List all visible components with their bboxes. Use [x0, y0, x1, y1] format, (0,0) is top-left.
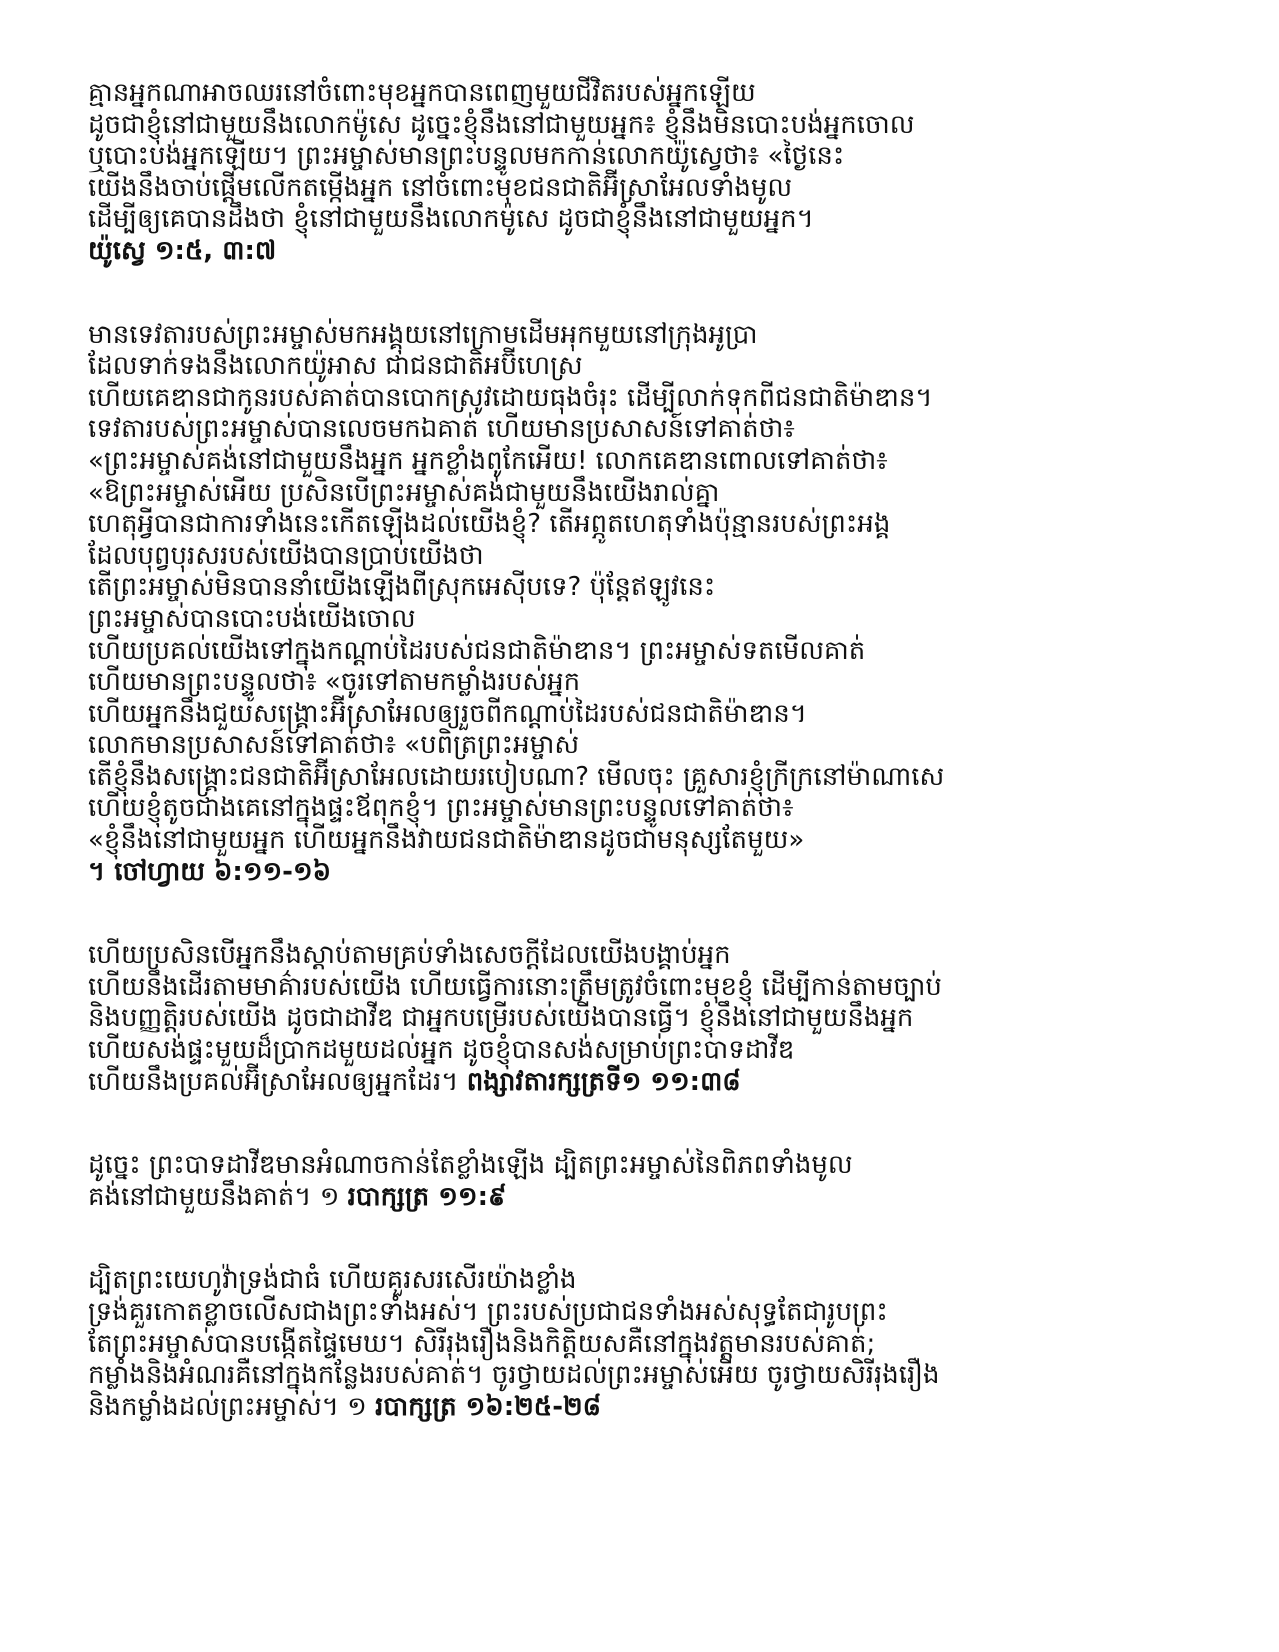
document-page [88, 78, 1208, 1475]
scripture-reference: យ៉ូស្វេ ១:៥, ៣:៧ [88, 235, 277, 266]
passage-line: ហើយសង់ផ្ទះមួយដ៏ប្រាកដមួយដល់អ្នក ដូចខ្ញុំបានសង់សម្រាប់ព្រះបាទដាវីឌ [88, 1035, 795, 1066]
passage-line: ហេតុអ្វីបានជាការទាំងនេះកើតឡើងដល់យើងខ្ញុំ? តើអព្ភូតហេតុទាំងប៉ុន្មានរបស់ព្រះអង្គ [88, 509, 891, 540]
passage-line: ទ្រង់គួរកោតខ្លាចលើសជាងព្រះទាំងអស់។ ព្រះរបស់ប្រជាជនទាំងអស់សុទ្ធតែជារូបព្រះ [88, 1297, 888, 1327]
passage-line-text: ហើយនឹងប្រគល់អ៊ីស្រាអែលឲ្យអ្នកដែរ។ [88, 1066, 467, 1097]
passage-line: ហើយគេឌានជាកូនរបស់គាត់បានបោកស្រូវដោយធុងចំរុះ ដើម្បីលាក់ទុកពីជនជាតិម៉ាឌាន។ [88, 382, 933, 413]
passage-line: ឬបោះបង់អ្នកឡើយ។ ព្រះអម្ចាស់មានព្រះបន្ទូលមកកាន់លោកយ៉ូស្វេថា៖ «ថ្ងៃនេះ [88, 141, 845, 172]
passage-line: ព្រះអម្ចាស់បានបោះបង់យើងចោល [88, 603, 416, 634]
passage-line: ហើយប្រសិនបើអ្នកនឹងស្ដាប់តាមគ្រប់ទាំងសេចក្ដីដែលយើងបង្គាប់អ្នក [88, 940, 731, 971]
passage-line: តើខ្ញុំនឹងសង្គ្រោះជនជាតិអ៊ីស្រាអែលដោយរបៀបណា? មើលចុះ គ្រួសារខ្ញុំក្រីក្រនៅម៉ាណាសេ [88, 761, 945, 792]
passage-last-line [88, 1182, 1208, 1214]
passage-line: «ព្រះអម្ចាស់គង់នៅជាមួយនឹងអ្នក អ្នកខ្លាំងពូកែអើយ! លោកគេឌានពោលទៅគាត់ថា៖ [88, 445, 888, 476]
passage-2 [88, 320, 1208, 889]
scripture-reference: របាក្សត្រ ១៦:២៥-២៨ [375, 1391, 602, 1422]
passage-3 [88, 940, 1208, 1098]
passage-line: «ឱព្រះអម្ចាស់អើយ ប្រសិនបើព្រះអម្ចាស់គង់ជាមួយនឹងយើងរាល់គ្នា [88, 477, 720, 508]
passage-line: មានទេវតារបស់ព្រះអម្ចាស់មកអង្គុយនៅក្រោមដើមអុកមួយនៅក្រុងអូប្រា [88, 319, 758, 350]
passage-line: ដែលទាក់ទងនឹងលោកយ៉ូអាស ជាជនជាតិអប៊ីហេស្រ [88, 351, 583, 382]
passage-line: តែព្រះអម្ចាស់បានបង្កើតផ្ទៃមេឃ។ សិរីរុងរឿងនិងកិត្តិយសគឺនៅក្នុងវត្តមានរបស់គាត់; [88, 1328, 876, 1359]
passage-line: ដូច្នេះ ព្រះបាទដាវីឌមានអំណាចកាន់តែខ្លាំងឡើង ដ្បិតព្រះអម្ចាស់នៃពិភពទាំងមូល [88, 1150, 853, 1181]
passage-line: ហើយមានព្រះបន្ទូលថា៖ «ចូរទៅតាមកម្លាំងរបស់អ្នក [88, 667, 581, 698]
passage-line: និងបញ្ញត្តិរបស់យើង ដូចជាដាវីឌ ជាអ្នកបម្រើរបស់យើងបានធ្វើ។ ខ្ញុំនឹងនៅជាមួយនឹងអ្នក [88, 1003, 914, 1034]
passage-line: ហើយប្រគល់យើងទៅក្នុងកណ្ដាប់ដៃរបស់ជនជាតិម៉ាឌាន។ ព្រះអម្ចាស់ទតមើលគាត់ [88, 635, 866, 666]
passage-line-text: គង់នៅជាមួយនឹងគាត់។ ១ [88, 1181, 348, 1212]
passage-1 [88, 78, 1208, 268]
scripture-reference: របាក្សត្រ ១១:៩ [347, 1181, 507, 1212]
passage-line: លោកមានប្រសាសន៍ទៅគាត់ថា៖ «បពិត្រព្រះអម្ចាស់ [88, 730, 580, 761]
scripture-reference: ។ ចៅហ្វាយ ៦:១១-១៦ [88, 856, 332, 887]
passage-line: ហើយខ្ញុំតូចជាងគេនៅក្នុងផ្ទះឪពុកខ្ញុំ។ ព្រះអម្ចាស់មានព្រះបន្ទូលទៅគាត់ថា៖ [88, 793, 794, 824]
passage-4 [88, 1150, 1208, 1213]
passage-last-line [88, 1067, 1208, 1099]
passage-last-line [88, 1392, 1208, 1424]
passage-line: ទេវតារបស់ព្រះអម្ចាស់បានលេចមកឯគាត់ ហើយមានប្រសាសន៍ទៅគាត់ថា៖ [88, 414, 795, 445]
passage-line: យើងនឹងចាប់ផ្ដើមលើកតម្កើងអ្នក នៅចំពោះមុខជនជាតិអ៊ីស្រាអែលទាំងមូល [88, 172, 793, 203]
passage-line: ដូចជាខ្ញុំនៅជាមួយនឹងលោកម៉ូសេ ដូច្នេះខ្ញុំនឹងនៅជាមួយអ្នក៖ ខ្ញុំនឹងមិនបោះបង់អ្នកចោល [88, 109, 915, 140]
passage-line: «ខ្ញុំនឹងនៅជាមួយអ្នក ហើយអ្នកនឹងវាយជនជាតិម៉ាឌានដូចជាមនុស្សតែមួយ» [88, 825, 805, 856]
passage-line: កម្លាំងនិងអំណរគឺនៅក្នុងកន្លែងរបស់គាត់។ ចូរថ្វាយដល់ព្រះអម្ចាស់អើយ ចូរថ្វាយសិរីរុងរឿង [88, 1360, 940, 1391]
passage-line: ហើយនឹងដើរតាមមាគ៌ារបស់យើង ហើយធ្វើការនោះត្រឹមត្រូវចំពោះមុខខ្ញុំ ដើម្បីកាន់តាមច្បាប់ [88, 971, 942, 1002]
passage-line-text: និងកម្លាំងដល់ព្រះអម្ចាស់។ ១ [88, 1391, 376, 1422]
passage-line: តើព្រះអម្ចាស់មិនបាននាំយើងឡើងពីស្រុកអេស៊ីបទេ? ប៉ុន្តែឥឡូវនេះ [88, 572, 716, 603]
passage-5 [88, 1265, 1208, 1423]
passage-line: ដើម្បីឲ្យគេបានដឹងថា ខ្ញុំនៅជាមួយនឹងលោកម៉ូសេ ដូចជាខ្ញុំនឹងនៅជាមួយអ្នក។ [88, 204, 814, 235]
passage-line: គ្មានអ្នកណាអាចឈរនៅចំពោះមុខអ្នកបានពេញមួយជីវិតរបស់អ្នកឡើយ [88, 78, 756, 108]
passage-line: ហើយអ្នកនឹងជួយសង្គ្រោះអ៊ីស្រាអែលឲ្យរួចពីកណ្ដាប់ដៃរបស់ជនជាតិម៉ាឌាន។ [88, 698, 807, 729]
passage-line: ដ្បិតព្រះយេហូវ៉ាទ្រង់ជាធំ ហើយគួរសរសើរយ៉ាងខ្លាំង [88, 1265, 577, 1296]
passage-line: ដែលបុព្វបុរសរបស់យើងបានប្រាប់យើងថា [88, 540, 484, 571]
scripture-reference: ពង្សាវតារក្សត្រទី១ ១១:៣៨ [466, 1066, 741, 1097]
